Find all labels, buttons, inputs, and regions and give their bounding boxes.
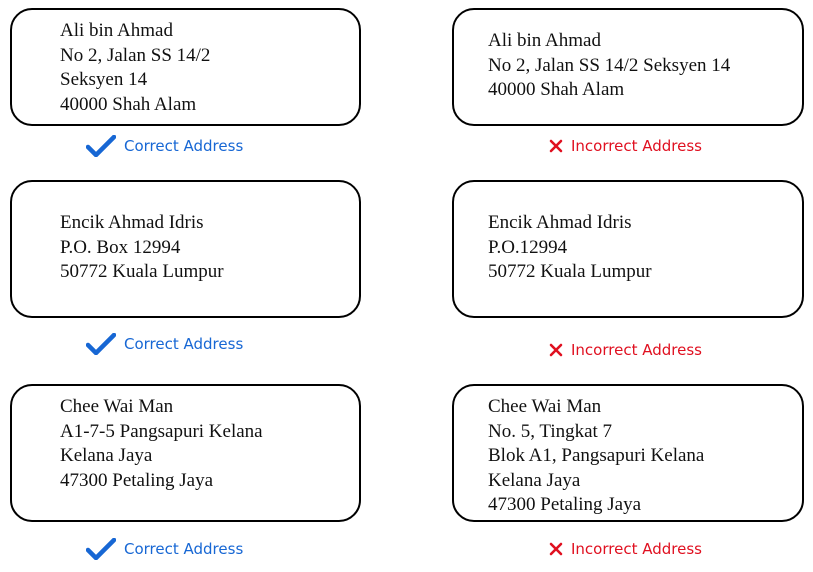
cross-icon	[549, 343, 563, 357]
address-line: No 2, Jalan SS 14/2 Seksyen 14	[488, 54, 731, 76]
address-line: 47300 Petaling Jaya	[60, 469, 214, 491]
address-line: Ali bin Ahmad	[488, 30, 601, 51]
address-line: No 2, Jalan SS 14/2	[60, 44, 211, 66]
address-lines	[488, 395, 704, 518]
checkmark-icon	[86, 135, 116, 157]
verdict-label: Correct Address	[124, 540, 244, 558]
address-line: Chee Wai Man	[488, 396, 602, 417]
incorrect-verdict	[549, 540, 702, 558]
verdict-label: Correct Address	[124, 335, 244, 353]
address-line: 50772 Kuala Lumpur	[488, 261, 652, 282]
verdict-label: Incorrect Address	[571, 137, 702, 155]
address-line: Seksyen 14	[60, 69, 148, 90]
address-line: 50772 Kuala Lumpur	[60, 261, 224, 282]
address-line: Encik Ahmad Idris	[488, 212, 632, 233]
address-lines	[60, 395, 263, 493]
correct-verdict	[86, 538, 243, 560]
checkmark-icon	[86, 333, 116, 355]
address-card-correct-1	[10, 8, 361, 126]
address-line: Ali bin Ahmad	[60, 20, 173, 41]
correct-verdict	[86, 135, 243, 157]
address-lines	[60, 19, 210, 117]
address-line: P.O.12994	[488, 236, 568, 258]
address-card-correct-3	[10, 384, 361, 522]
address-lines	[488, 211, 652, 285]
checkmark-icon	[86, 538, 116, 560]
address-line: Kelana Jaya	[488, 469, 581, 491]
verdict-label: Incorrect Address	[571, 540, 702, 558]
address-lines	[60, 211, 224, 285]
address-line: Blok A1, Pangsapuri Kelana	[488, 445, 705, 466]
address-line: Kelana Jaya	[60, 445, 153, 466]
address-line: No. 5, Tingkat 7	[488, 420, 613, 442]
address-lines	[488, 29, 730, 103]
cross-icon	[549, 542, 563, 556]
address-line: 47300 Petaling Jaya	[488, 494, 642, 515]
incorrect-verdict	[549, 341, 702, 359]
address-card-incorrect-1	[452, 8, 804, 126]
correct-verdict	[86, 333, 243, 355]
address-card-correct-2	[10, 180, 361, 318]
address-line: 40000 Shah Alam	[60, 93, 197, 115]
address-line: Chee Wai Man	[60, 396, 174, 417]
address-line: 40000 Shah Alam	[488, 79, 625, 100]
address-card-incorrect-2	[452, 180, 804, 318]
address-line: P.O. Box 12994	[60, 236, 181, 258]
cross-icon	[549, 139, 563, 153]
address-line: A1-7-5 Pangsapuri Kelana	[60, 420, 263, 442]
address-card-incorrect-3	[452, 384, 804, 522]
verdict-label: Correct Address	[124, 137, 244, 155]
address-line: Encik Ahmad Idris	[60, 212, 204, 233]
verdict-label: Incorrect Address	[571, 341, 702, 359]
incorrect-verdict	[549, 137, 702, 155]
